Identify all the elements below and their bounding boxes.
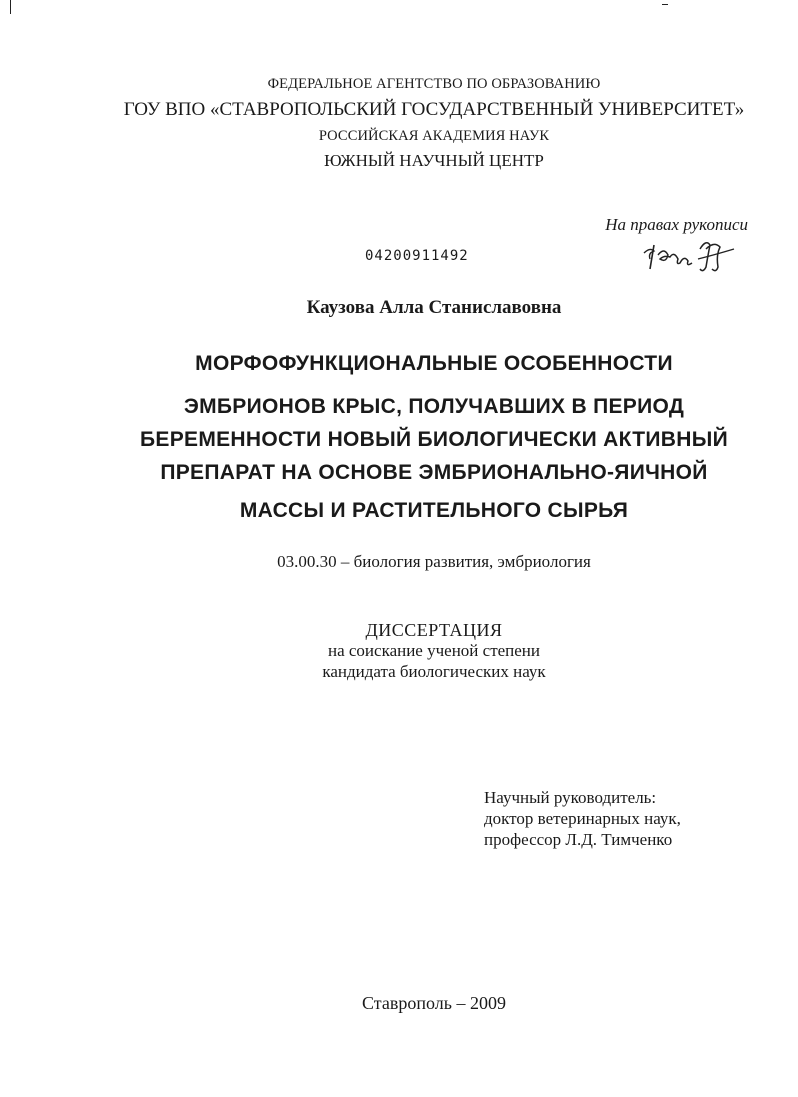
title-line: ПРЕПАРАТ НА ОСНОВЕ ЭМБРИОНАЛЬНО-ЯИЧНОЙ [160,461,708,484]
university-name: ГОУ ВПО «СТАВРОПОЛЬСКИЙ ГОСУДАРСТВЕННЫЙ УНИВЕРСИТЕТ» [123,99,745,120]
specialty-code: 03.00.30 – биология развития, эмбриология [277,552,591,571]
manuscript-rights-note: На правах рукописи [605,215,748,234]
city-year: Ставрополь – 2009 [362,993,506,1013]
title-line: БЕРЕМЕННОСТИ НОВЫЙ БИОЛОГИЧЕСКИ АКТИВНЫЙ [140,428,728,451]
scan-artifact-left [10,0,11,14]
supervisor-label: Научный руководитель: [484,788,657,807]
title-line: МОРФОФУНКЦИОНАЛЬНЫЕ ОСОБЕННОСТИ [195,352,673,375]
dissertation-heading: ДИССЕРТАЦИЯ [365,620,503,640]
registration-number: 04200911492 [365,248,469,264]
agency-name: ФЕДЕРАЛЬНОЕ АГЕНТСТВО ПО ОБРАЗОВАНИЮ [267,76,601,92]
title-line: ЭМБРИОНОВ КРЫС, ПОЛУЧАВШИХ В ПЕРИОД [183,395,685,418]
title-line: МАССЫ И РАСТИТЕЛЬНОГО СЫРЬЯ [239,499,629,522]
supervisor-degree: доктор ветеринарных наук, [484,809,681,828]
author-signature [640,235,740,275]
dissertation-field-line: кандидата биологических наук [322,662,546,681]
scan-artifact-right [662,4,668,5]
supervisor-name: профессор Л.Д. Тимченко [484,830,673,849]
dissertation-degree-line: на соискание ученой степени [327,641,541,660]
center-name: ЮЖНЫЙ НАУЧНЫЙ ЦЕНТР [324,151,544,170]
academy-name: РОССИЙСКАЯ АКАДЕМИЯ НАУК [318,128,550,144]
author-name: Каузова Алла Станиславовна [306,297,562,318]
